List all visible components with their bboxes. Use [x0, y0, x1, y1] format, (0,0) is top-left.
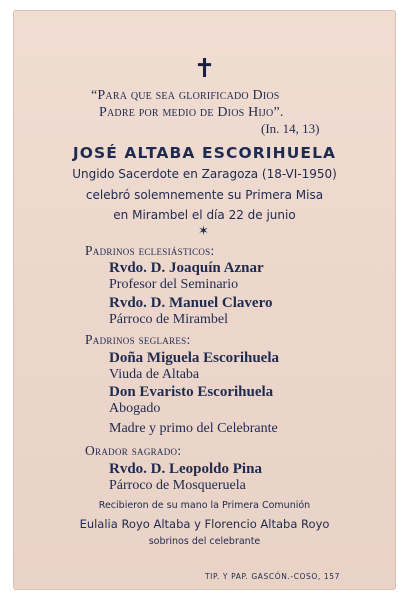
orador-name: Rvdo. D. Leopoldo Pina [109, 461, 262, 477]
padrino-seglar-1-role: Viuda de Altaba [109, 367, 200, 382]
celebrant-name: JOSÉ ALTABA ESCORIHUELA [72, 144, 337, 162]
quote-line-1: “Para que sea glorificado Dios [91, 88, 280, 103]
first-mass-line: celebró solemnemente su Primera Misa [85, 188, 324, 202]
cross-icon: ✝ [193, 54, 216, 84]
padrino-seglar-2-name: Don Evaristo Escorihuela [109, 384, 274, 400]
place-date-line: en Mirambel el día 22 de junio [113, 208, 296, 222]
padrino-eclesiastico-1-role: Profesor del Seminario [109, 277, 239, 292]
communion-line-1: Recibieron de su mano la Primera Comunión [98, 500, 311, 511]
orador-heading: Orador sagrado: [85, 443, 182, 458]
communion-names: Eulalia Royo Altaba y Florencio Altaba Royo [79, 517, 330, 531]
quote-line-2: Padre por medio de Dios Hijo”. [99, 105, 284, 120]
padrinos-eclesiasticos-heading: Padrinos eclesiásticos: [85, 243, 215, 258]
printer-imprint: TIP. Y PAP. GASCÓN.-COSO, 157 [205, 572, 341, 581]
ordination-line: Ungido Sacerdote en Zaragoza (18-VI-1950) [72, 167, 337, 181]
communion-line-3: sobrinos del celebrante [148, 536, 261, 547]
quote-citation: (In. 14, 13) [261, 121, 320, 136]
padrino-eclesiastico-2-name: Rvdo. D. Manuel Clavero [109, 295, 273, 311]
padrinos-seglares-heading: Padrinos seglares: [85, 332, 191, 347]
orador-role: Párroco de Mosqueruela [109, 478, 246, 493]
padrino-eclesiastico-2-role: Párroco de Mirambel [109, 312, 228, 327]
padrino-eclesiastico-1-name: Rvdo. D. Joaquín Aznar [109, 260, 264, 276]
relation-note: Madre y primo del Celebrante [109, 421, 278, 436]
memorial-card [13, 10, 396, 590]
padrino-seglar-2-role: Abogado [109, 401, 161, 416]
padrino-seglar-1-name: Doña Miguela Escorihuela [109, 350, 280, 366]
star-ornament-icon: ✶ [198, 223, 209, 238]
